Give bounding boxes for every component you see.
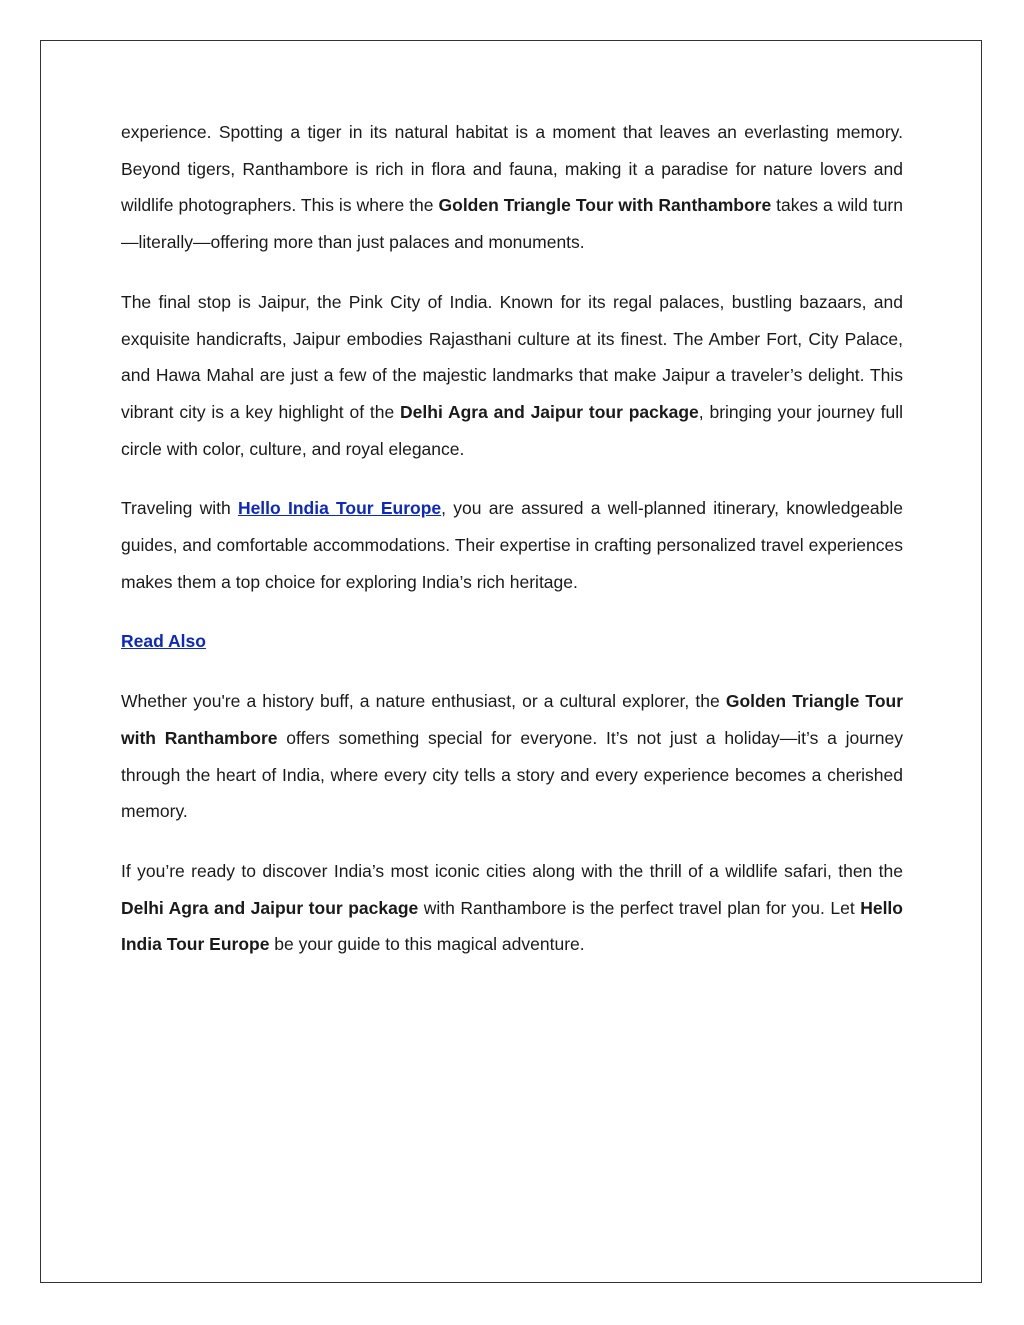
bold-hello-india-tour-europe: Hello India Tour Europe (121, 897, 903, 955)
text-segment: The final stop is Jaipur, the Pink City of India. Known for its regal palaces, bustling bazaars, and exquisite handicrafts, Jaipur embodies Rajasthani culture at its finest. The Amber Fort, City Palace, and Hawa Mahal are just a few of the majestic landmarks that make Jaipur a traveler’s delight. This vibrant city is a key highlight of the (121, 291, 903, 422)
text-segment: takes a wild turn—literally—offering more than just palaces and monuments. (121, 195, 903, 253)
document-body (121, 114, 903, 986)
text-segment: Traveling with (121, 498, 238, 519)
bold-delhi-agra-jaipur-package: Delhi Agra and Jaipur tour package (121, 897, 419, 918)
bold-golden-triangle-tour: Golden Triangle Tour with Ranthambore (438, 195, 772, 216)
read-also-link[interactable]: Read Also (121, 631, 206, 652)
paragraph-read-also (121, 623, 903, 660)
text-segment: offers something special for everyone. It’s not just a holiday—it’s a journey through the heart of India, where every city tells a story and every experience becomes a cherished memory. (121, 727, 903, 822)
text-segment: , bringing your journey full circle with color, culture, and royal elegance. (121, 401, 903, 459)
paragraph-traveling (121, 490, 903, 600)
paragraph-jaipur (121, 284, 903, 468)
text-segment: , you are assured a well-planned itinerary, knowledgeable guides, and comfortable accommodations. Their expertise in crafting personalized travel experiences makes them a top choice for exploring India’s rich heritage. (121, 498, 904, 592)
paragraph-conclusion (121, 853, 903, 963)
text-segment: with Ranthambore is the perfect travel plan for you. Let (418, 897, 861, 918)
text-segment: If you’re ready to discover India’s most iconic cities along with the thrill of a wildlife safari, then the (121, 860, 903, 881)
text-segment: experience. Spotting a tiger in its natural habitat is a moment that leaves an everlasting memory. Beyond tigers, Ranthambore is rich in flora and fauna, making it a paradise for nature lovers and wildlife photographers. This is where the (121, 122, 903, 216)
hello-india-tour-europe-link[interactable]: Hello India Tour Europe (237, 498, 442, 519)
bold-golden-triangle-tour: Golden Triangle Tour with Ranthambore (121, 691, 904, 748)
paragraph-ranthambore (121, 114, 903, 261)
text-segment: be your guide to this magical adventure. (269, 934, 585, 955)
paragraph-whether (121, 683, 903, 830)
bold-delhi-agra-jaipur-package: Delhi Agra and Jaipur tour package (400, 401, 699, 422)
text-segment: Whether you're a history buff, a nature enthusiast, or a cultural explorer, the (121, 691, 726, 712)
